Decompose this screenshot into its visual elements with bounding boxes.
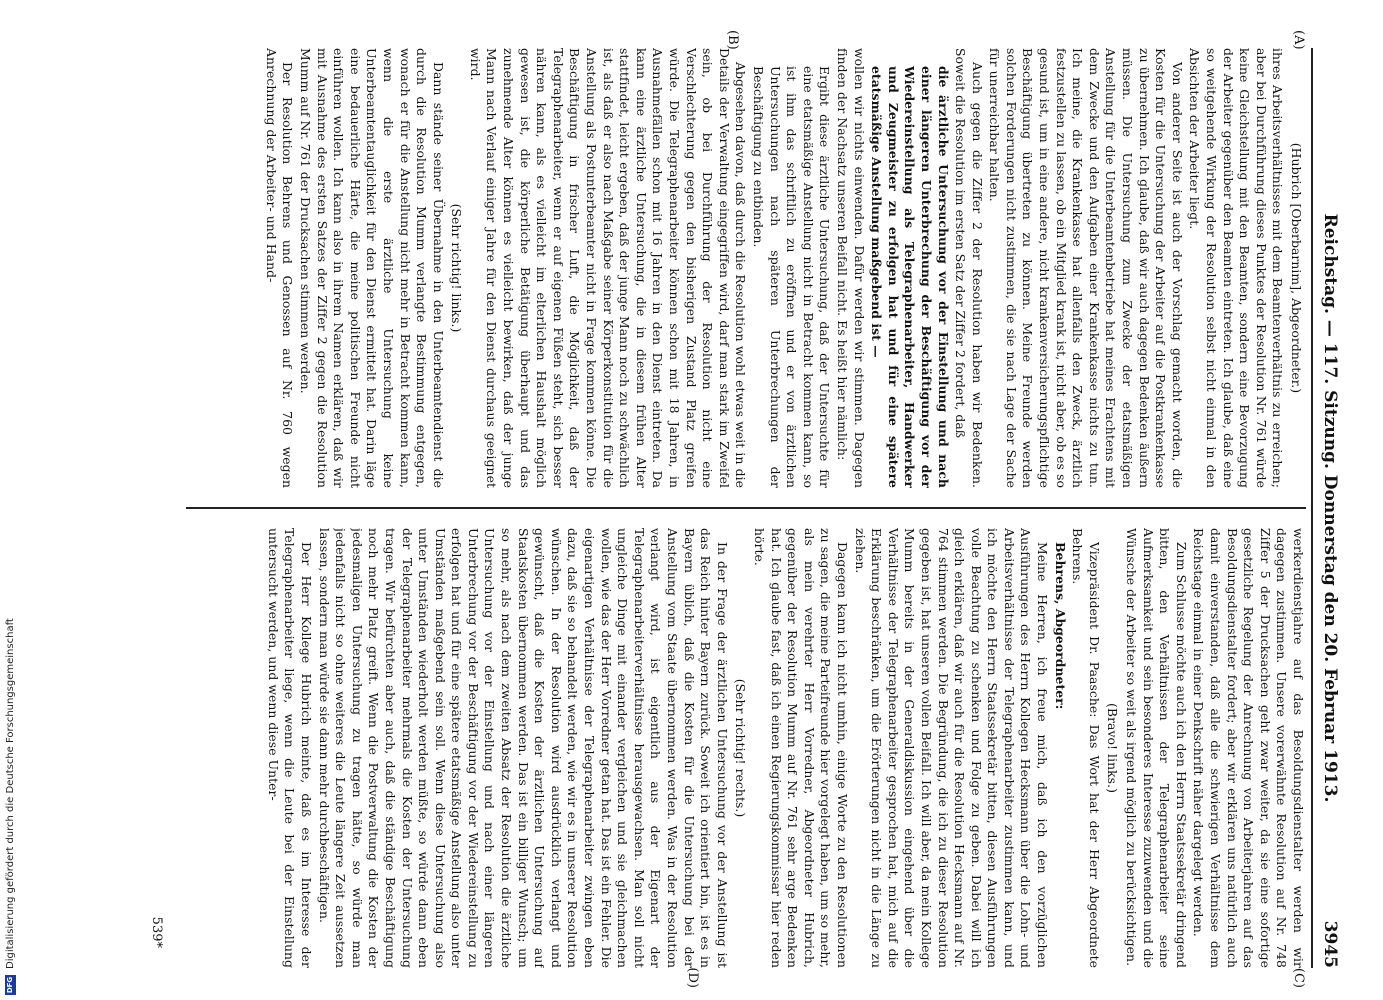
- left-column: [186, 48, 1306, 488]
- page-header: [1316, 48, 1340, 968]
- left-paragraph: Dann stände seiner Übernahme in den Unterbeamtendienst die durch die Resolution Mumm verlangte Bestimmung entgegen, wonach er für die Anstellung nicht mehr in Betracht kommen kann, wenn die erste ärztliche Untersuchung keine Unterbeamtentauglichkeit für den Dienst ermittelt hat. Darin läge eine bedauerliche Härte, die meine politischen Freunde nicht einführen wollen. Ich kann also in ihrem Namen erklären, daß wir mit Ausnahme des ersten Satzes der Ziffer 2 gegen die Resolution Mumm auf Nr. 761 der Drucksachen stimmen werden.: [297, 48, 446, 488]
- right-paragraph: Der Herr Kollege Hubrich meinte, daß es im Interesse der Telegraphenarbeiter liege, wenn die Leute bei der Einstellung untersucht werden, und wenn diese Unter-: [265, 528, 314, 968]
- column-rule: [186, 507, 1306, 509]
- left-paragraph: Der Resolution Behrens und Genossen auf Nr. 760 wegen Anrechnung der Arbeiter- und Hand-: [263, 48, 296, 488]
- left-paragraph: wollen wir nichts einwenden. Dafür werden wir stimmen. Dagegen finden der Nachsatz unseren Beifall nicht. Es heißt hier nämlich:: [834, 48, 867, 488]
- left-paragraph: Von anderer Seite ist auch der Vorschlag gemacht worden, die Kosten für die Untersuchung der Arbeiter auf die Postkrankenkasse zu übernehmen. Ich glaube, daß wir auch dagegen Bedenken äußern müssen. Die Untersuchung zum Zwecke der etatsmäßigen Anstellung für die Unterbeamtenbetriebe hat meines Erachtens mit dem Zwecke und den Aufgaben einer Krankenkasse nichts zu tun. Ich meine, die Krankenkasse hat allenfalls den Zweck, ärztlich festzustellen zu lassen, ob ein Mitglied krank ist, nicht aber, ob es so gesund ist, um in eine andere, nicht krankenversicherungspflichtige Beschäftigung übertreten zu können. Meine Freunde werden solchen Forderungen nicht zustimmen, die sie nach Lage der Sache für unerreichbar halten.: [987, 48, 1185, 488]
- page-number: 3945: [1320, 920, 1340, 968]
- dfg-logo: DFG: [5, 976, 14, 994]
- right-paragraph: Dagegen kann ich nicht umhin, einige Worte zu den Resolutionen zu sagen, die meine Parteifreunde hier vorgelegt haben, um so mehr, als mein verehrter Herr Vorredner, Abgeordneter Hubrich, gegenüber der Resolution Mumm auf Nr. 761 sehr arge Bedenken hat. Ich glaube fast, daß ich einen Regierungskommissar hier reden hörte.: [752, 528, 850, 968]
- interjection: (Sehr richtig! links.): [449, 203, 465, 333]
- right-paragraph: Meine Herren, ich freue mich, daß ich den vorzüglichen Ausführungen des Herrn Kollegen Hecksmann über die Lohn- und Arbeitsverhältnisse der Telegraphenarbeiter zustimmen kann, und ich möchte den Herrn Staatssekretär bitten, diesen Ausführungen volle Beachtung zu schenken und Folge zu geben. Dabei will ich gleich erklären, daß wir auch für die Resolution Hecksmann auf Nr. 764 stimmen werden. Die Begründung, die ich zu dieser Resolution gegeben ist, hat unseren vollen Beifall. Ich will aber, da mein Kollege Mumm bereits in der Generaldiskussion eingehend über die Verhältnisse der Telegraphenarbeiter gesprochen hat, mich auf die Erklärung beschränken, um die Erörterungen nicht in die Länge zu ziehen.: [852, 528, 1051, 968]
- page-header-title: Reichstag. — 117. Sitzung. Donnerstag den 20. Februar 1913.: [1320, 213, 1340, 803]
- left-paragraph: Abgesehen davon, daß durch die Resolution wohl etwas weit in die Details der Verwaltung eingegriffen wird, darf man stark im Zweifel sein, ob bei Durchführung der Resolution nicht eine Verschlechterung gegen den bisherigen Zustand Platz greifen würde. Die Telegraphenarbeiter können schon mit 18 Jahren, in Ausnahmefällen schon mit 16 Jahren in den Dienst eintreten. Da kann eine ärztliche Untersuchung, die in diesem frühen Alter stattfindet, leicht ergeben, daß der junge Mann noch zu schwächlich ist, als daß er also nach Maßgabe seiner Körperkonstitution für die Anstellung als Postunterbeamter nicht in Frage kommen könne. Die Beschäftigung in frischer Luft, die Möglichkeit, daß der Telegraphenarbeiter, wenn er auf eigenen Füßen steht, sich besser nähren kann, als es vielleicht im elterlichen Haushalt möglich gewesen ist, die körperliche Betätigung überhaupt und das zunehmende Alter können es vielleicht bewirken, daß der junge Mann nach Verlauf einiger Jahre für den Dienst durchaus geeignet wird.: [467, 48, 749, 488]
- speaker-continuation: (Hubrich [Oberbarnim], Abgeordneter.): [1289, 142, 1304, 394]
- margin-mark-d: (D): [685, 967, 700, 988]
- folio-number: 539*: [149, 916, 164, 948]
- resolution-quote: die ärztliche Untersuchung vor der Einstellung und nach einer längeren Unterbrechung der Beschäftigung vor der Wiedereinstellung als Telegraphenarbeiter, Handwerker und Zeugmeister zu erfolgen hat und für eine spätere etatsmäßige Anstellung maßgebend ist —: [869, 66, 951, 488]
- speaker-name: Behrens, Abgeordneter:: [1052, 542, 1068, 710]
- resolution-quote-2: Ergibt diese ärztliche Untersuchung, daß der Untersuchte für eine etatsmäßige Anstellung nicht in Betracht kommen kann, so ist ihm das schriftlich zu eröffnen und er von ärztlichen Untersuchungen nach späteren Unterbrechungen der Beschäftigung zu entbinden.: [751, 66, 833, 488]
- interjection: (Bravo! links.): [1105, 703, 1121, 793]
- vice-president-line: Vizepräsident Dr. Paasche: Das Wort hat der Herr Abgeordnete Behrens.: [1070, 528, 1102, 968]
- right-paragraph: Zum Schlusse möchte auch ich den Herrn Staatssekretär dringend bitten, den Verhältnissen der Telegraphenarbeiter seine Aufmerksamkeit und sein besonderes Interesse zuzuwenden und die Wünsche der Arbeiter so weit als irgend möglich zu berücksichtigen.: [1124, 528, 1189, 968]
- right-paragraph: In der Frage der ärztlichen Untersuchung vor der Anstellung ist das Reich hinter Bayern zurück. Soweit ich orientiert bin, ist es in Bayern üblich, daß die Kosten für die Untersuchung bei der Anstellung vom Staate übernommen werden. Was in der Resolution verlangt wird, ist eigentlich aus der Eigenart der Telegraphenarbeiterverhältnisse herausgewachsen. Man soll nicht ungleiche Dinge mit einander vergleichen und sie gleichmachen wollen, wie das der Herr Vorredner getan hat. Das ist ein Fehler. Die eigenartigen Verhältnisse der Telegraphenarbeiter zwingen eben dazu, daß sie so behandelt werden, wie wir es in unserer Resolution wünschen. In der Resolution wird ausdrücklich verlangt und gewünscht, daß die Kosten der ärztlichen Untersuchung auf Staatskosten übernommen werden. Das ist ein billiger Wunsch; um so mehr, als nach dem zweiten Absatz der Resolution die ärztliche Untersuchung vor der Einstellung und nach einer längeren Unterbrechung vor der Beschäftigung vor der Wiedereinstellung zu erfolgen hat und für eine spätere etatsmäßige Anstellung also unter Umständen maßgebend sein soll. Wenn diese Untersuchung also unter Umständen wiederholt werden müßte, so würde dann eben der Telegraphenarbeiter mehrmals die Kosten der Untersuchung tragen. Wir befürchten aber auch, daß die ständige Beschäftigung noch mehr Platz greift. Wenn die Postverwaltung die Kosten der jedesmaligen Untersuchung zu tragen hätte, so würde man jedenfalls nicht so ohne weiteres die Leute längere Zeit aussetzen lassen, sondern man würde sie dann mehr durchbeschäftigen.: [316, 528, 730, 968]
- right-column: [186, 528, 1306, 968]
- margin-mark-b: (B): [725, 30, 740, 50]
- digitization-text: Digitalisierung gefördert durch die Deutsche Forschungsgemeinschaft: [4, 618, 16, 969]
- digitization-note: [2, 5, 18, 995]
- margin-mark-a: (A): [1291, 30, 1306, 50]
- left-paragraph: ihres Arbeitsverhältnisses mit dem Beamtenverhältnis zu erreichen; aber bei Durchführung dieses Punktes der Resolution Nr. 761 würde keine Gleichstellung mit den Beamten, sondern eine Bevorzugung der Arbeiter gegenüber den Beamten eintreten. Ich glaube, daß eine so weitgehende Wirkung der Resolution selbst nicht einmal in den Absichten der Arbeiter liegt.: [1187, 48, 1286, 488]
- left-paragraph: Auch gegen die Ziffer 2 der Resolution haben wir Bedenken. Soweit die Resolution im ersten Satz der Ziffer 2 fordert, daß: [953, 48, 985, 488]
- header-rule: [1311, 48, 1313, 968]
- margin-mark-c: (C): [1291, 967, 1306, 988]
- rotated-page: [78, 28, 1340, 988]
- right-paragraph: werkerdienstjahre auf das Besoldungsdienstalter werden wir dagegen zustimmen. Unsere vorerwähnte Resolution auf Nr. 748 Ziffer 5 der Drucksachen geht zwar weiter, da sie eine sofortige gesetzliche Regelung der Anrechnung von Arbeiterjahren auf das Besoldungsdienstalter fordert; aber wir erklären uns natürlich auch damit einverstanden, daß alle die schwierigen Verhältnisse dem Reichstage einmal in einer Denkschrift näher dargelegt werden.: [1191, 528, 1306, 968]
- interjection: (Sehr richtig! rechts.): [733, 678, 749, 818]
